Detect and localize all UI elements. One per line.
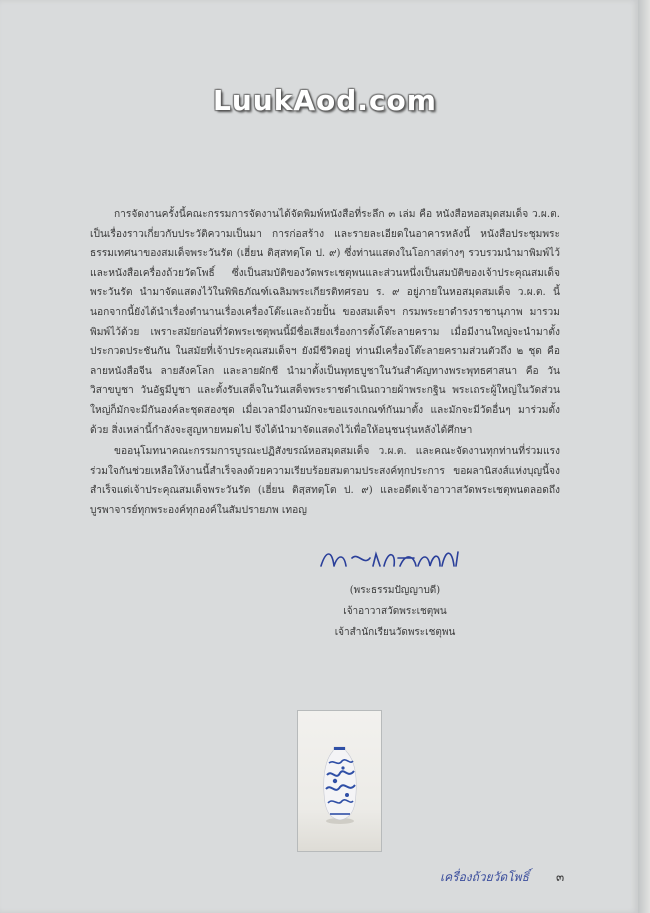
footer-book-title: เครื่องถ้วยวัดโพธิ์ <box>440 870 529 884</box>
signatory-role: เจ้าสำนักเรียนวัดพระเชตุพน <box>334 627 456 638</box>
body-text <box>90 205 560 521</box>
watermark: LuukAod.com <box>213 84 437 117</box>
signatory-title: เจ้าอาวาสวัดพระเชตุพน <box>343 606 447 617</box>
paragraph-intro: การจัดงานครั้งนี้คณะกรรมการจัดงานได้จัดพิมพ์หนังสือที่ระลึก ๓ เล่ม คือ หนังสือหอสมุดสมเด็จ ว.ผ.ต. เป็นเรื่องราวเกี่ยวกับประวัติความเป็นมา การก่อสร้าง และรายละเอียดในอาคารหลังนี้ หนังสือประชุมพระธรรมเทศนาของสมเด็จพระวันรัต (เฮี่ยน ติสฺสทตฺโต ป. ๙) ซึ่งท่านแสดงในโอกาสต่างๆ รวบรวมนำมาพิมพ์ไว้ และหนังสือเครื่องถ้วยวัดโพธิ์ ซึ่งเป็นสมบัติของวัดพระเชตุพนและส่วนหนึ่งเป็นสมบัติของเจ้าประคุณสมเด็จพระวันรัต นำมาจัดแสดงไว้ในพิพิธภัณฑ์เฉลิมพระเกียรติทศรอบ ร. ๙ อยู่ภายในหอสมุดสมเด็จ ว.ผ.ต. นี้ นอกจากนี้ยังได้นำเรื่องตำนานเรื่องเครื่องโต๊ะและถ้วยปั้น ของสมเด็จฯ กรมพระยาดำรงราชานุภาพ มารวมพิมพ์ไว้ด้วย เพราะสมัยก่อนที่วัดพระเชตุพนนี้มีชื่อเสียงเรื่องการตั้งโต๊ะลายคราม เมื่อมีงานใหญ่จะนำมาตั้งประกวดประชันกัน ในสมัยที่เจ้าประคุณสมเด็จฯ ยังมีชีวิตอยู่ ท่านมีเครื่องโต๊ะลายครามส่วนตัวถึง ๒ ชุด คือ ลายหนังสือจีน ลายสังคโลก และลายผักชี นำมาตั้งเป็นพุทธบูชาในวันสำคัญทางพระพุทธศาสนา คือ วันวิสาขบูชา วันอัฐมีบูชา และตั้งรับเสด็จในวันเสด็จพระราชดำเนินถวายผ้าพระกฐิน พระเถระผู้ใหญ่ในวัดส่วนใหญ่ก็มักจะมีกันองค์ละชุดสองชุด เมื่อเวลามีงานมักจะขอแรงเกณฑ์กันมาตั้ง และมักจะมีวัดอื่นๆ มาร่วมตั้งด้วย สิ่งเหล่านี้กำลังจะสูญหายหมดไป จึงได้นำมาจัดแสดงไว้เพื่อให้อนุชนรุ่นหลังได้ศึกษา <box>90 209 560 436</box>
vase-image <box>298 711 381 851</box>
page-edge <box>638 0 650 913</box>
vase-photo <box>297 710 382 852</box>
page-number: ๓ <box>556 870 565 884</box>
paragraph-thanks: ขออนุโมทนาคณะกรรมการบูรณะปฏิสังขรณ์หอสมุดสมเด็จ ว.ผ.ต. และคณะจัดงานทุกท่านที่ร่วมแรงร่วมใจกันช่วยเหลือให้งานนี้สำเร็จลงด้วยความเรียบร้อยสมตามประสงค์ทุกประการ ขอผลานิสงส์แห่งบุญนี้จงสำเร็จแด่เจ้าประคุณสมเด็จพระวันรัต (เฮี่ยน ติสฺสทตฺโต ป. ๙) และอดีตเจ้าอาวาสวัดพระเชตุพนตลอดถึงบูรพาจารย์ทุกพระองค์ทุกองค์ในสัมปรายภพ เทอญ <box>90 446 560 516</box>
signature-graphic <box>318 544 463 574</box>
signatory-name: (พระธรรมปัญญาบดี) <box>349 585 441 596</box>
signature-block <box>310 580 480 643</box>
